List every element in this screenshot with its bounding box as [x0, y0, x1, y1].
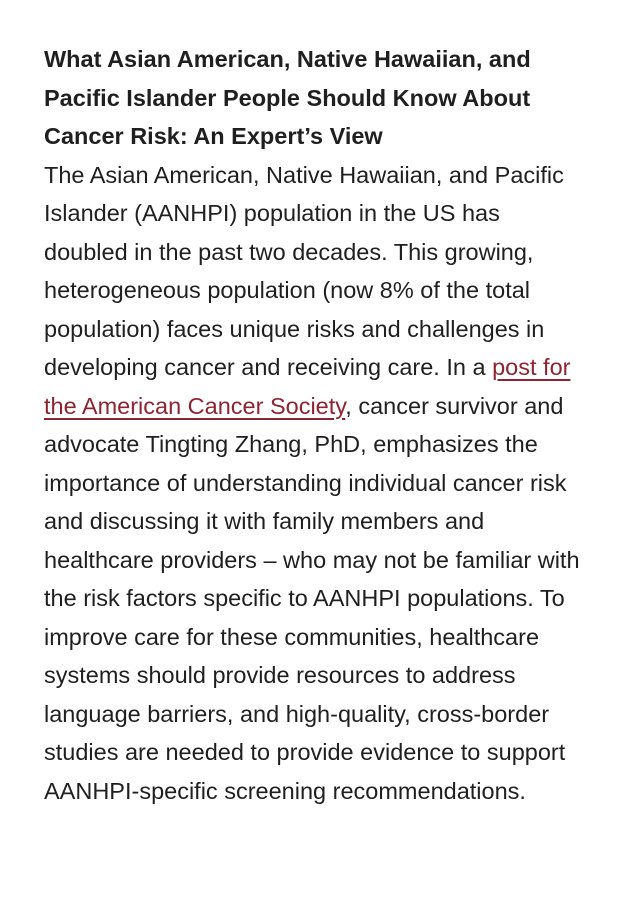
article-body-intro: The Asian American, Native Hawaiian, and Pacific Islander (AANHPI) population in the US has doubled in the past two decades. This growing, heterogeneous population (now 8% of the total population) faces unique risks and challenges in developing cancer and receiving care. In a: [44, 161, 564, 380]
article-body: [44, 156, 584, 811]
article-headline: What Asian American, Native Hawaiian, and Pacific Islander People Should Know About Cancer Risk: An Expert’s View: [44, 46, 531, 149]
article: [44, 40, 584, 810]
acs-post-link[interactable]: post for the American Cancer Society: [44, 354, 571, 419]
article-body-rest: , cancer survivor and advocate Tingting Zhang, PhD, emphasizes the importance of understanding individual cancer risk and discussing it with family members and healthcare providers – who may not be familiar with the risk factors specific to AANHPI populations. To improve care for these communities, healthcare systems should provide resources to address language barriers, and high-quality, cross-border studies are needed to provide evidence to support AANHPI-specific screening recommendations.: [44, 392, 580, 804]
